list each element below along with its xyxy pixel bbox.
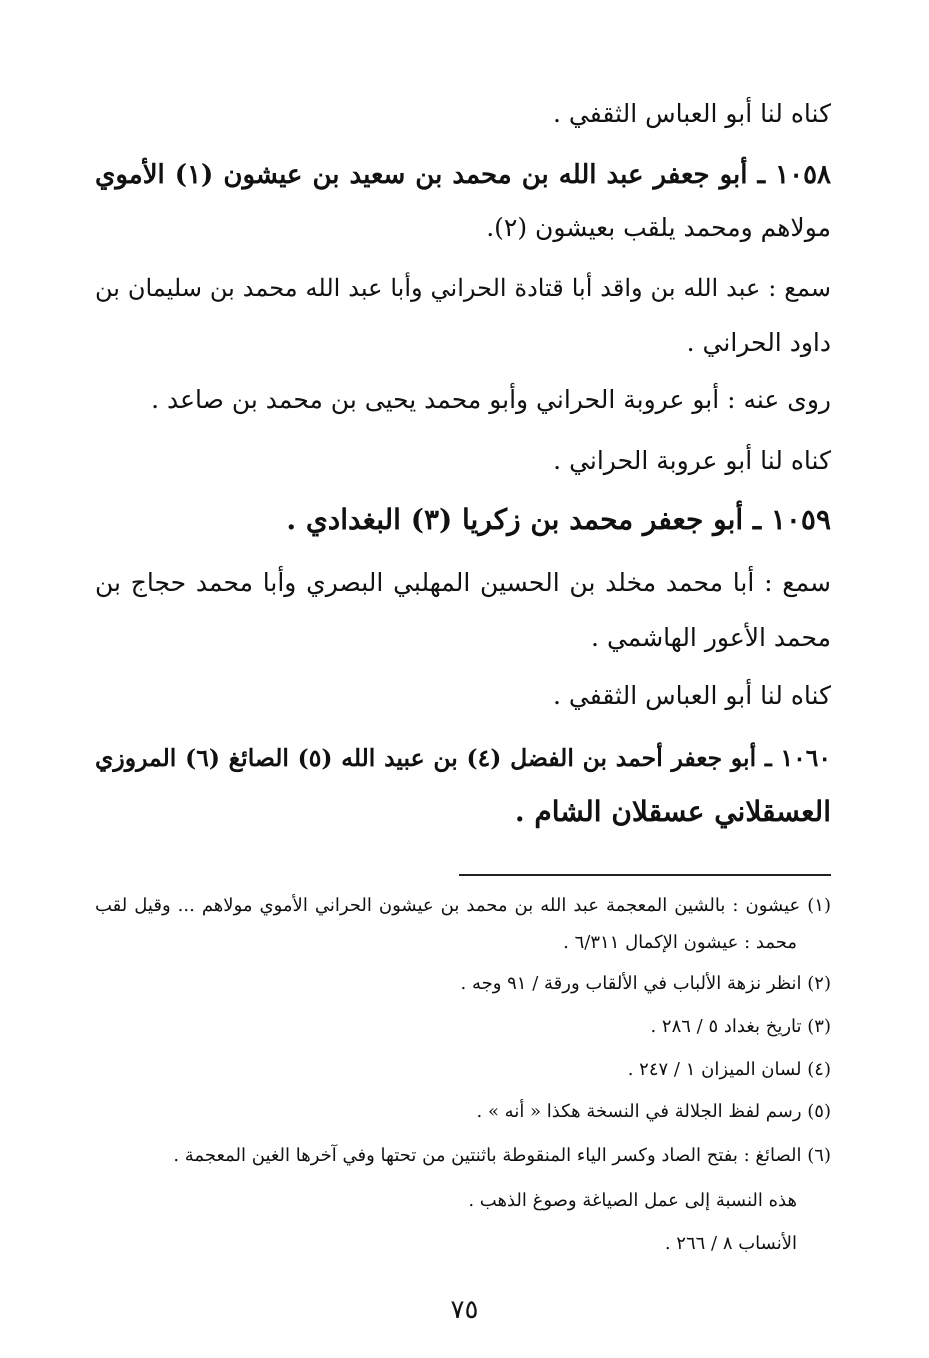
text-line: محمد الأعور الهاشمي . (591, 623, 831, 652)
entry-heading-1059: ١٠٥٩ ـ أبو جعفر محمد بن زكريا (٣) البغدادي . (286, 503, 831, 536)
text-line: كناه لنا أبو العباس الثقفي . (553, 99, 831, 128)
entry-heading-1060: ١٠٦٠ ـ أبو جعفر أحمد بن الفضل (٤) بن عبيد الله (٥) الصائغ (٦) المروزي (95, 744, 831, 772)
text-line: داود الحراني . (686, 328, 831, 357)
footnote-3: (٣) تاريخ بغداد ٥ / ٢٨٦ . (650, 1016, 831, 1037)
text-line: روى عنه : أبو عروبة الحراني وأبو محمد يحيى بن محمد بن صاعد . (151, 385, 831, 414)
text-line: العسقلاني عسقلان الشام . (514, 795, 831, 828)
footnote-2: (٢) انظر نزهة الألباب في الألقاب ورقة / ٩١ وجه . (460, 973, 831, 994)
footnote-6-continued: هذه النسبة إلى عمل الصياغة وصوغ الذهب . (468, 1190, 797, 1211)
text-line: سمع : أبا محمد مخلد بن الحسين المهلبي البصري وأبا محمد حجاج بن (95, 568, 831, 597)
footnote-1: (١) عيشون : بالشين المعجمة عبد الله بن محمد بن عيشون الحراني الأموي مولاهم ... وقيل لقب (95, 895, 831, 916)
footnote-6: (٦) الصائغ : بفتح الصاد وكسر الياء المنقوطة باثنتين من تحتها وفي آخرها الغين المعجمة . (173, 1145, 831, 1166)
footnote-separator (459, 874, 831, 876)
footnote-1-continued: محمد : عيشون الإكمال ٦/٣١١ . (563, 932, 797, 953)
footnote-5: (٥) رسم لفظ الجلالة في النسخة هكذا « أنه » . (476, 1101, 831, 1122)
text-line: كناه لنا أبو عروبة الحراني . (553, 446, 831, 475)
entry-heading-1058: ١٠٥٨ ـ أبو جعفر عبد الله بن محمد بن سعيد بن عيشون (١) الأموي (95, 160, 831, 190)
text-line: كناه لنا أبو العباس الثقفي . (553, 681, 831, 710)
footnote-6-source: الأنساب ٨ / ٢٦٦ . (664, 1233, 797, 1254)
page-number: ٧٥ (450, 1295, 479, 1325)
footnote-4: (٤) لسان الميزان ١ / ٢٤٧ . (627, 1059, 831, 1080)
text-line: مولاهم ومحمد يلقب بعيشون (٢). (486, 213, 831, 242)
text-line: سمع : عبد الله بن واقد أبا قتادة الحراني وأبا عبد الله محمد بن سليمان بن (95, 274, 831, 302)
